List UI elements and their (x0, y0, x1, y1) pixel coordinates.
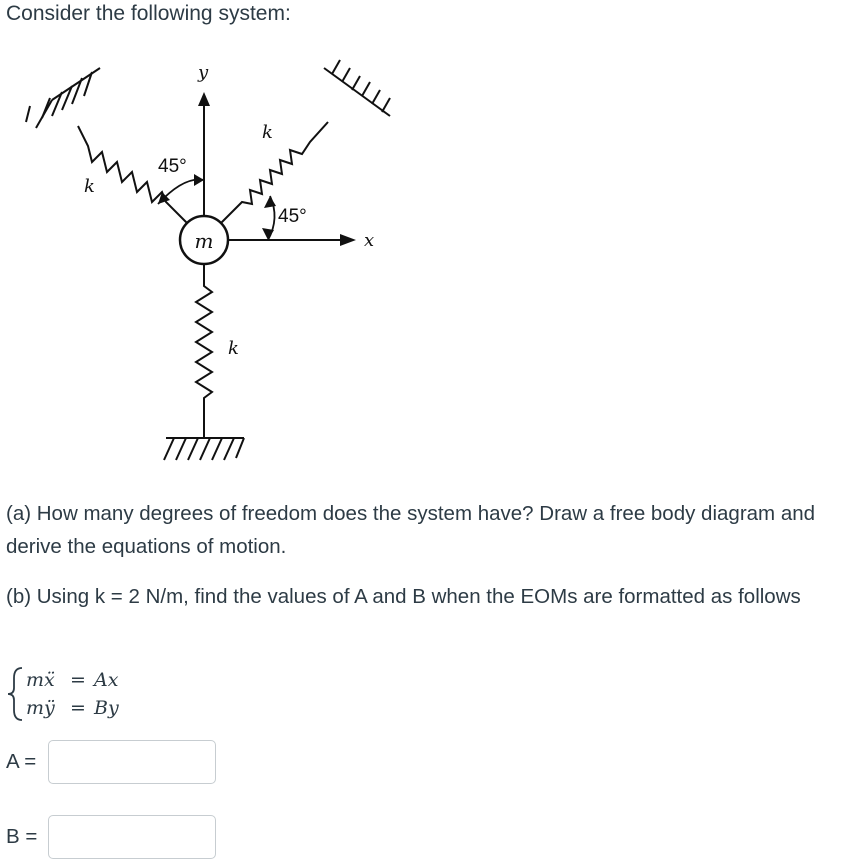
spring-mass-figure (6, 46, 402, 482)
x-axis-label: x (364, 230, 375, 251)
angle-arrow-left-a (194, 174, 204, 186)
answer-b-label: B = (6, 825, 38, 848)
eom-system-svg (6, 664, 146, 724)
eom-system (6, 664, 146, 724)
answer-a-row (6, 737, 216, 787)
angle-right-label: 45° (278, 206, 307, 227)
intro-text: Consider the following system: (6, 2, 291, 25)
mass-label: m (194, 229, 214, 253)
eom-line2-equals: = (70, 697, 86, 719)
spring-bottom-label: k (228, 338, 239, 359)
eom-line1-rhs: Ax (94, 669, 119, 691)
spring-bottom (196, 264, 212, 438)
angle-arrow-right-a (262, 228, 274, 240)
eom-brace (8, 668, 22, 720)
wall-right (324, 60, 390, 116)
answer-a-input[interactable] (48, 740, 216, 784)
question-a-text: (a) How many degrees of freedom does the system have? Draw a free body diagram and derive the equations of motion. (6, 502, 816, 558)
angle-arrow-right-b (264, 196, 276, 208)
spring-right-label: k (262, 122, 273, 143)
answer-b-row (6, 812, 216, 862)
angle-left-label: 45° (158, 156, 187, 177)
spring-mass-diagram (6, 46, 402, 482)
y-axis-label: y (198, 62, 209, 83)
wall-left (26, 68, 100, 128)
answer-a-label: A = (6, 750, 37, 773)
x-axis-arrowhead (340, 234, 356, 246)
answer-b-input[interactable] (48, 815, 216, 859)
y-axis-arrowhead (198, 92, 210, 106)
question-b-text: (b) Using k = 2 N/m, find the values of A and B when the EOMs are formatted as follows (6, 585, 801, 608)
eom-line2-lhs: mÿ (26, 697, 55, 719)
eom-line1-lhs: mẍ (26, 669, 55, 691)
eom-line1-equals: = (70, 669, 86, 691)
eom-line2-rhs: By (94, 697, 119, 719)
wall-bottom (164, 438, 244, 460)
spring-left-label: k (84, 176, 95, 197)
